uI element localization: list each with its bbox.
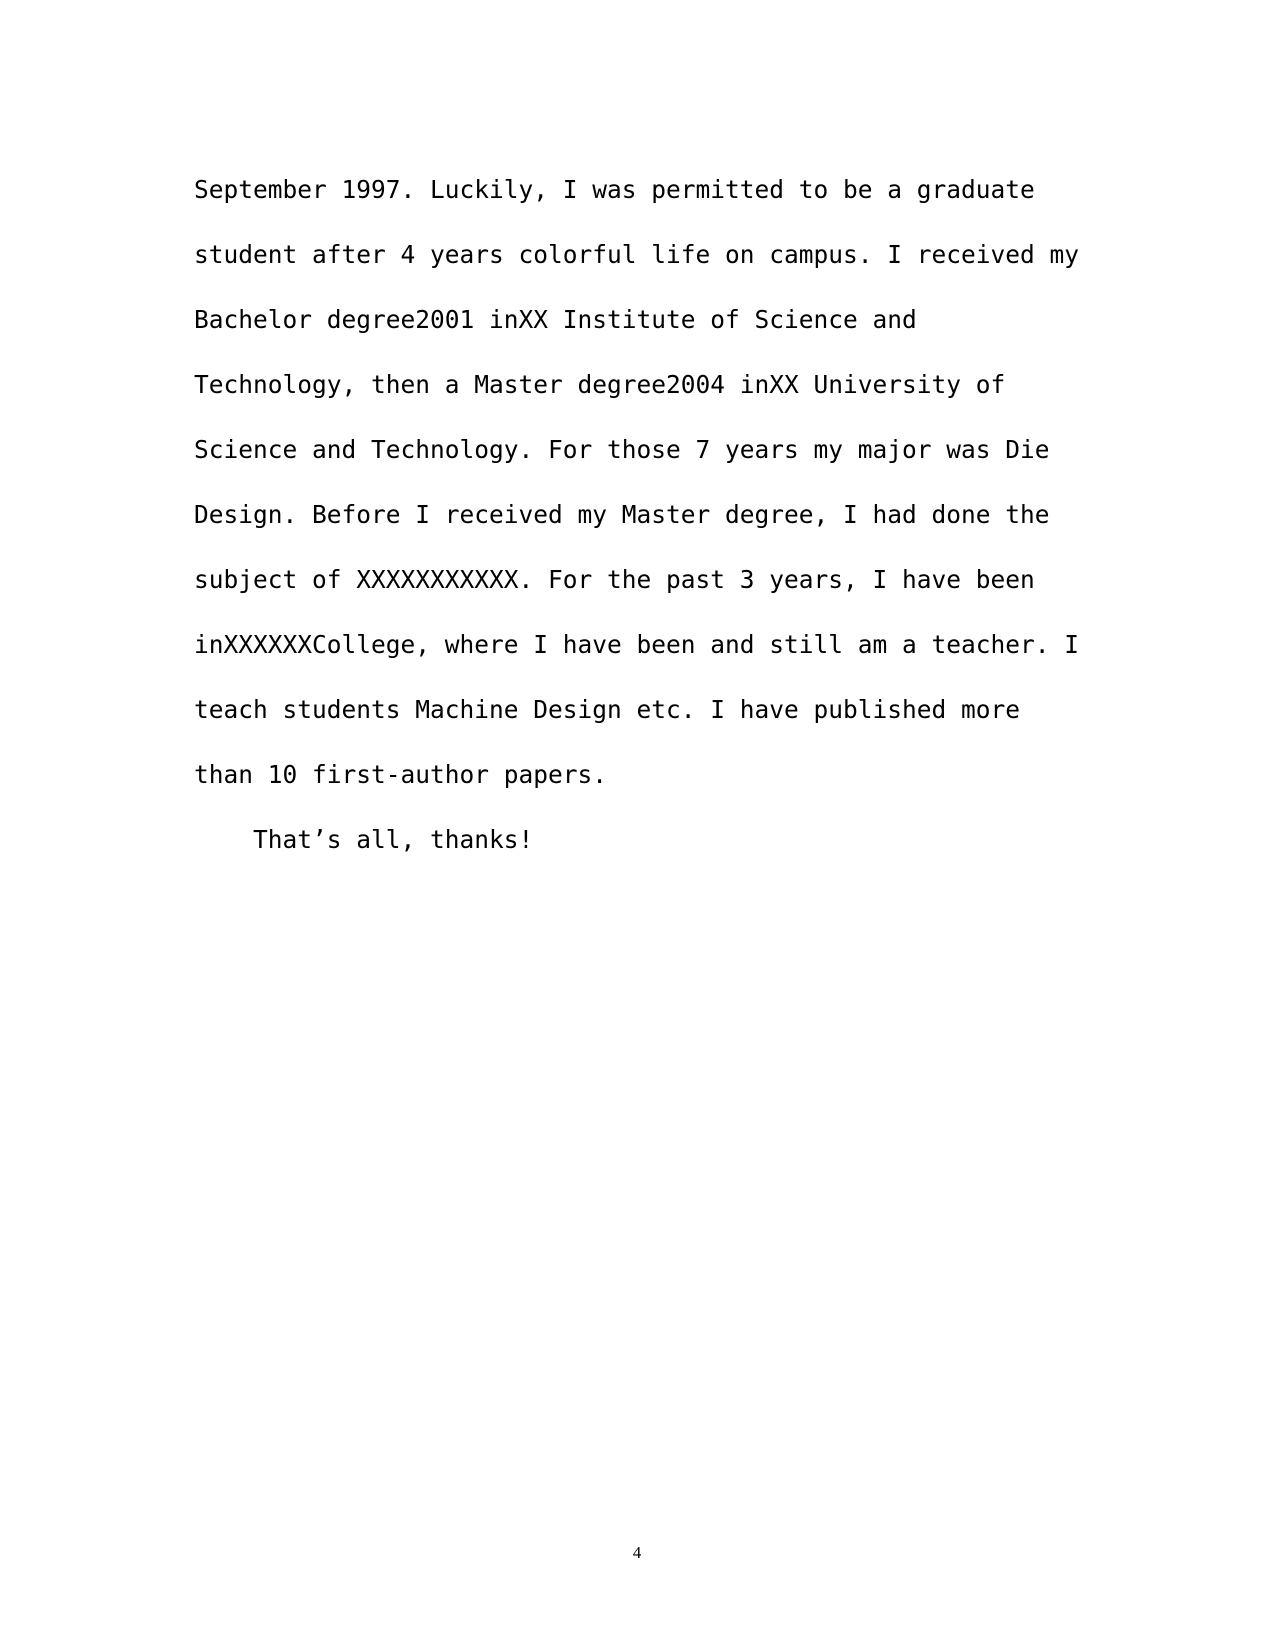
text-line: student after 4 years colorful life on campus. I received my <box>194 240 1080 269</box>
text-line: September 1997. Luckily, I was permitted to be a graduate <box>194 175 1035 204</box>
body-text <box>194 168 1094 883</box>
text-line: than 10 first-author papers. <box>194 760 608 789</box>
text-line: inXXXXXXCollege, where I have been and still am a teacher. I <box>194 630 1080 659</box>
text-line: Bachelor degree2001 inXX Institute of Science and <box>194 305 917 334</box>
text-line: subject of XXXXXXXXXXX. For the past 3 years, I have been <box>194 565 1035 594</box>
text-line: Science and Technology. For those 7 years my major was Die <box>194 435 1050 464</box>
text-line: Technology, then a Master degree2004 inXX University of <box>194 370 1006 399</box>
closing-line: That’s all, thanks! <box>253 825 534 854</box>
page-number: 4 <box>632 1543 642 1562</box>
text-line: Design. Before I received my Master degree, I had done the <box>194 500 1050 529</box>
text-line: teach students Machine Design etc. I have published more <box>194 695 1021 724</box>
